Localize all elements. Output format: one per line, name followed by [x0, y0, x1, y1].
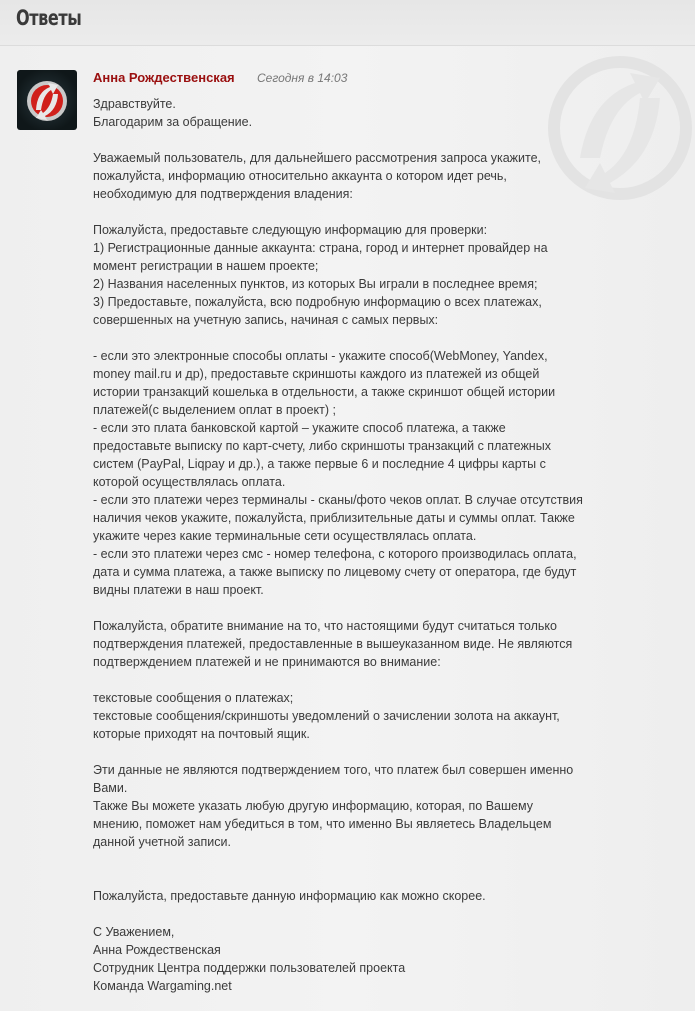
- message-line: Благодарим за обращение.: [93, 115, 253, 129]
- author-name[interactable]: Анна Рождественская: [93, 70, 235, 85]
- message-line: Уважаемый пользователь, для дальнейшего рассмотрения запроса укажите,: [93, 151, 542, 165]
- message-line: данной учетной записи.: [93, 835, 231, 849]
- message-line: Анна Рождественская: [93, 943, 221, 957]
- message-line: систем (PayPal, Liqpay и др.), а также первые 6 и последние 4 цифры карты с: [93, 457, 546, 471]
- message-line: money mail.ru и др), предоставьте скриншоты каждого из платежей из общей: [93, 367, 540, 381]
- message-line: Вами.: [93, 781, 128, 795]
- message-line: - если это электронные способы оплаты - укажите способ(WebMoney, Yandex,: [93, 349, 548, 363]
- message-line: С Уважением,: [93, 925, 175, 939]
- message-line: - если это платежи через терминалы - сканы/фото чеков оплат. В случае отсутствия: [93, 493, 583, 507]
- message-line: Пожалуйста, обратите внимание на то, что настоящими будут считаться только: [93, 619, 557, 633]
- message-line: необходимую для подтверждения владения:: [93, 187, 353, 201]
- avatar: [17, 70, 77, 130]
- message-line: совершенных на учетную запись, начиная с самых первых:: [93, 313, 439, 327]
- blank-line: [93, 671, 683, 689]
- message-body: [93, 95, 683, 995]
- message-line: Эти данные не являются подтверждением того, что платеж был совершен именно: [93, 763, 574, 777]
- message-line: подтверждением платежей и не принимаются во внимание:: [93, 655, 441, 669]
- blank-line: [93, 203, 683, 221]
- message-timestamp: Сегодня в 14:03: [257, 71, 348, 85]
- message-line: мнению, поможет нам убедиться в том, что именно Вы являетесь Владельцем: [93, 817, 552, 831]
- message-line: Также Вы можете указать любую другую информацию, которая, по Вашему: [93, 799, 533, 813]
- message-line: Пожалуйста, предоставьте следующую информацию для проверки:: [93, 223, 488, 237]
- blank-line: [93, 599, 683, 617]
- page-header: [0, 0, 695, 46]
- blank-line: [93, 905, 683, 923]
- message-line: текстовые сообщения о платежах;: [93, 691, 294, 705]
- message-line: платежей(с выделением оплат в проект) ;: [93, 403, 336, 417]
- message-line: Сотрудник Центра поддержки пользователей проекта: [93, 961, 406, 975]
- message-line: пожалуйста, информацию относительно аккаунта о котором идет речь,: [93, 169, 507, 183]
- message-line: наличия чеков укажите, пожалуйста, приблизительные даты и суммы оплат. Также: [93, 511, 575, 525]
- message-line: видны платежи в наш проект.: [93, 583, 264, 597]
- message-line: 2) Названия населенных пунктов, из которых Вы играли в последнее время;: [93, 277, 538, 291]
- message-line: Пожалуйста, предоставьте данную информацию как можно скорее.: [93, 889, 486, 903]
- message-line: текстовые сообщения/скриншоты уведомлений о зачислении золота на аккаунт,: [93, 709, 560, 723]
- message-line: 3) Предоставьте, пожалуйста, всю подробную информацию о всех платежах,: [93, 295, 542, 309]
- message-line: Здравствуйте.: [93, 97, 176, 111]
- message-line: Команда Wargaming.net: [93, 979, 232, 993]
- message-line: истории транзакций кошелька в отдельности, а также скриншот общей истории: [93, 385, 556, 399]
- message-line: подтверждения платежей, предоставленные в вышеуказанном виде. Не являются: [93, 637, 573, 651]
- blank-line: [93, 743, 683, 761]
- message-line: которые приходят на почтовый ящик.: [93, 727, 310, 741]
- message-line: - если это плата банковской картой – укажите способ платежа, а также: [93, 421, 506, 435]
- blank-line: [93, 329, 683, 347]
- message-line: которой осуществлялась оплата.: [93, 475, 286, 489]
- message-line: предоставьте выписку по карт-счету, либо скриншоты транзакций с платежных: [93, 439, 551, 453]
- message-line: укажите через какие терминальные сети осуществлялась оплата.: [93, 529, 477, 543]
- blank-line: [93, 131, 683, 149]
- wargaming-logo-icon: [17, 70, 77, 130]
- message-line: 1) Регистрационные данные аккаунта: страна, город и интернет провайдер на: [93, 241, 548, 255]
- message-line: - если это платежи через смс - номер телефона, с которого производилась оплата,: [93, 547, 577, 561]
- message-line: дата и сумма платежа, а также выписку по лицевому счету от оператора, где будут: [93, 565, 577, 579]
- page-title: Ответы: [16, 6, 82, 30]
- blank-line: [93, 851, 683, 869]
- message-line: момент регистрации в нашем проекте;: [93, 259, 319, 273]
- blank-line: [93, 869, 683, 887]
